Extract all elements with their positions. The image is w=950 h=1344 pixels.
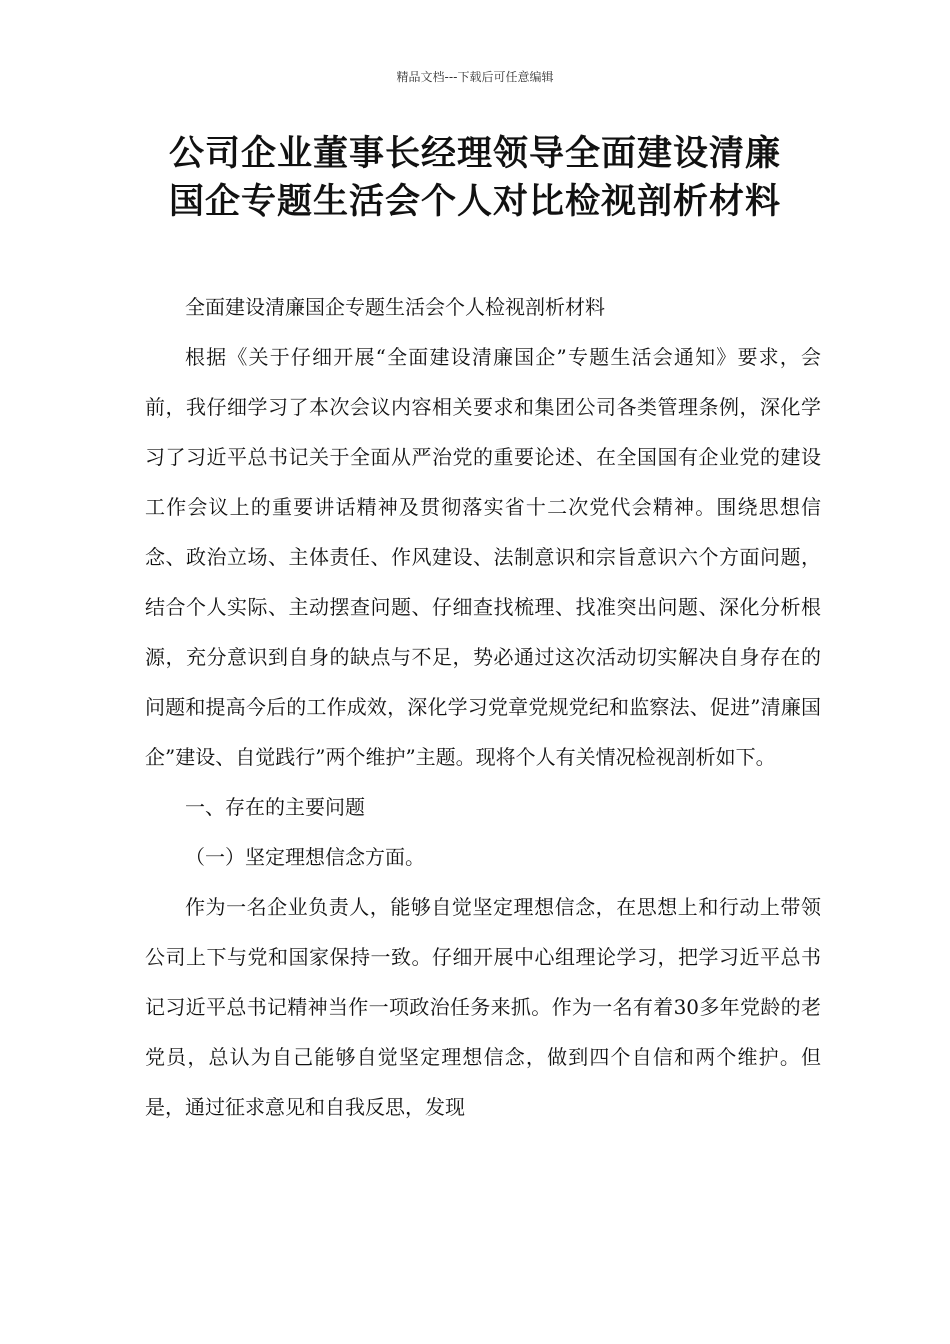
document-body	[145, 282, 821, 1132]
title-line-2: 国企专题生活会个人对比检视剖析材料	[168, 182, 781, 222]
paragraph-subtitle: 全面建设清廉国企专题生活会个人检视剖析材料	[185, 295, 605, 319]
subsection-heading: （一）坚定理想信念方面。	[185, 845, 425, 869]
document-title	[112, 130, 838, 226]
paragraph-body: 作为一名企业负责人，能够自觉坚定理想信念，在思想上和行动上带领公司上下与党和国家保持一致。仔细开展中心组理论学习，把学习近平总书记习近平总书记精神当作一项政治任务来抓。作为一名有着30多年党龄的老党员，总认为自己能够自觉坚定理想信念，做到四个自信和两个维护。但是，通过征求意见和自我反思，发现	[145, 895, 821, 1119]
header-note: 精品文档---下载后可任意编辑	[396, 70, 554, 84]
paragraph-intro: 根据《关于仔细开展“全面建设清廉国企”专题生活会通知》要求，会前，我仔细学习了本次会议内容相关要求和集团公司各类管理条例，深化学习了习近平总书记关于全面从严治党的重要论述、在全国国有企业党的建设工作会议上的重要讲话精神及贯彻落实省十二次党代会精神。围绕思想信念、政治立场、主体责任、作风建设、法制意识和宗旨意识六个方面问题，结合个人实际、主动摆查问题、仔细查找梳理、找准突出问题、深化分析根源，充分意识到自身的缺点与不足，势必通过这次活动切实解决自身存在的问题和提高今后的工作成效，深化学习党章党规党纪和监察法、促进”清廉国企”建设、自觉践行”两个维护”主题。现将个人有关情况检视剖析如下。	[145, 345, 821, 769]
section-heading: 一、存在的主要问题	[185, 795, 365, 819]
title-line-1: 公司企业董事长经理领导全面建设清廉	[168, 134, 781, 174]
